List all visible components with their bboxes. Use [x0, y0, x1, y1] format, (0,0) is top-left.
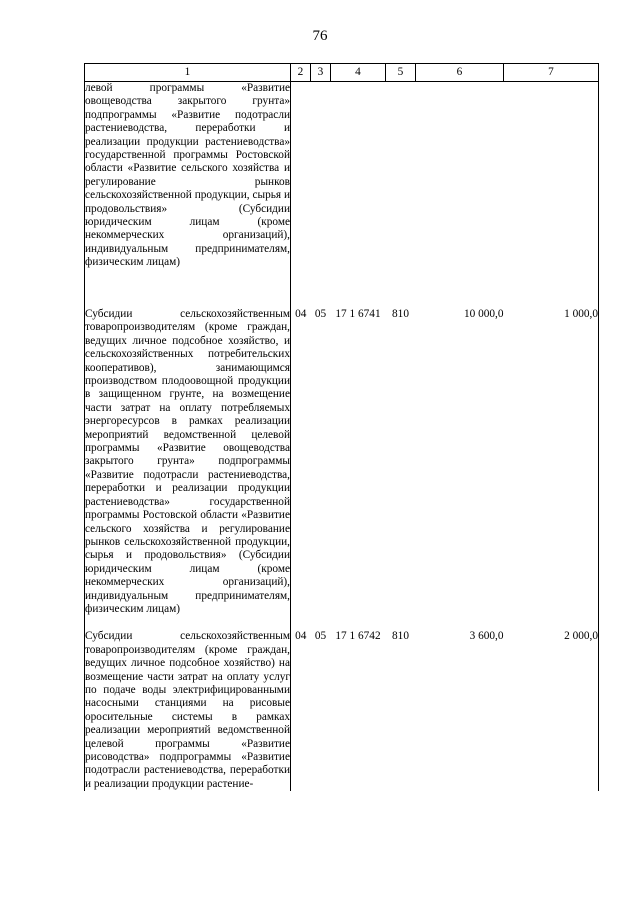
- column-header: 4: [331, 64, 386, 82]
- row-target-article: [331, 82, 386, 295]
- row-spacer: [85, 616, 599, 630]
- row-expense-type: [386, 82, 416, 295]
- column-header: 5: [386, 64, 416, 82]
- table-header-row: [85, 64, 599, 82]
- row-target-article: 17 1 6741: [335, 308, 381, 320]
- row-expense-type: 810: [392, 308, 409, 320]
- row-spacer: [85, 294, 599, 308]
- row-amount-1: 10 000,0: [463, 308, 504, 320]
- budget-table: [84, 63, 599, 791]
- table-row: [85, 82, 599, 295]
- row-section: 04: [295, 630, 307, 643]
- row-subsection: [311, 82, 331, 295]
- row-expense-type: 810: [392, 630, 409, 643]
- column-header: 2: [291, 64, 311, 82]
- page-number: 76: [312, 28, 328, 44]
- table-row: [85, 308, 599, 616]
- column-header: 6: [416, 64, 504, 82]
- row-description: Субсидии сельскохозяйственным товаропроизводителям (кроме граждан, ведущих личное подсобное хозяйство, и сельскохозяйственных потребительских кооперативов), занимающимся производством плодоовощной продукции в защищенном грунте, на возмещение части затрат на оплату потребляемых энергоресурсов в рамках реализации мероприятий ведомственной целевой программы «Развитие овощеводства закрытого грунта» подпрограммы «Развитие подотрасли растениеводства, переработки и реализации продукции растениеводства» государственной программы Ростовской области «Развитие сельского хозяйства и регулирование рынков сельскохозяйственной продукции, сырья и продовольствия» (Субсидии юридическим лицам (кроме некоммерческих организаций), индивидуальным предпринимателям, физическим лицам): [85, 308, 290, 615]
- row-amount-1: 3 600,0: [469, 630, 504, 643]
- column-header: 1: [85, 64, 291, 82]
- row-subsection: 05: [314, 630, 327, 643]
- row-amount-1: [416, 82, 504, 295]
- column-header: 7: [504, 64, 599, 82]
- row-description: Субсидии сельскохозяйственным товаропроизводителям (кроме граждан, ведущих личное подсобное хозяйство) на возмещение части затрат на оплату услуг по подаче воды электрифицированными насосными станциями на рисовые оросительные системы в рамках реализации мероприятий ведомственной целевой программы «Развитие рисоводства» подпрограммы «Развитие подотрасли растениеводства, переработки и реализации продукции растение-: [85, 630, 290, 790]
- row-section: 04: [295, 308, 307, 320]
- column-header: 3: [311, 64, 331, 82]
- row-subsection: 05: [314, 308, 327, 320]
- row-amount-2: 1 000,0: [504, 308, 599, 616]
- table-row: [85, 630, 599, 791]
- row-description: левой программы «Развитие овощеводства закрытого грунта» подпрограммы «Развитие подотрасли растениеводства, переработки и реализации продукции растениеводства» государственной программы Ростовской области «Развитие сельского хозяйства и регулирование рынков сельскохозяйственной продукции, сырья и продовольствия» (Субсидии юридическим лицам (кроме некоммерческих организаций), индивидуальным предпринимателям, физическим лицам): [85, 82, 291, 295]
- row-target-article: 17 1 6742: [335, 630, 381, 643]
- row-amount-2: 2 000,0: [504, 630, 599, 791]
- row-amount-2: [504, 82, 599, 295]
- row-section: [291, 82, 311, 295]
